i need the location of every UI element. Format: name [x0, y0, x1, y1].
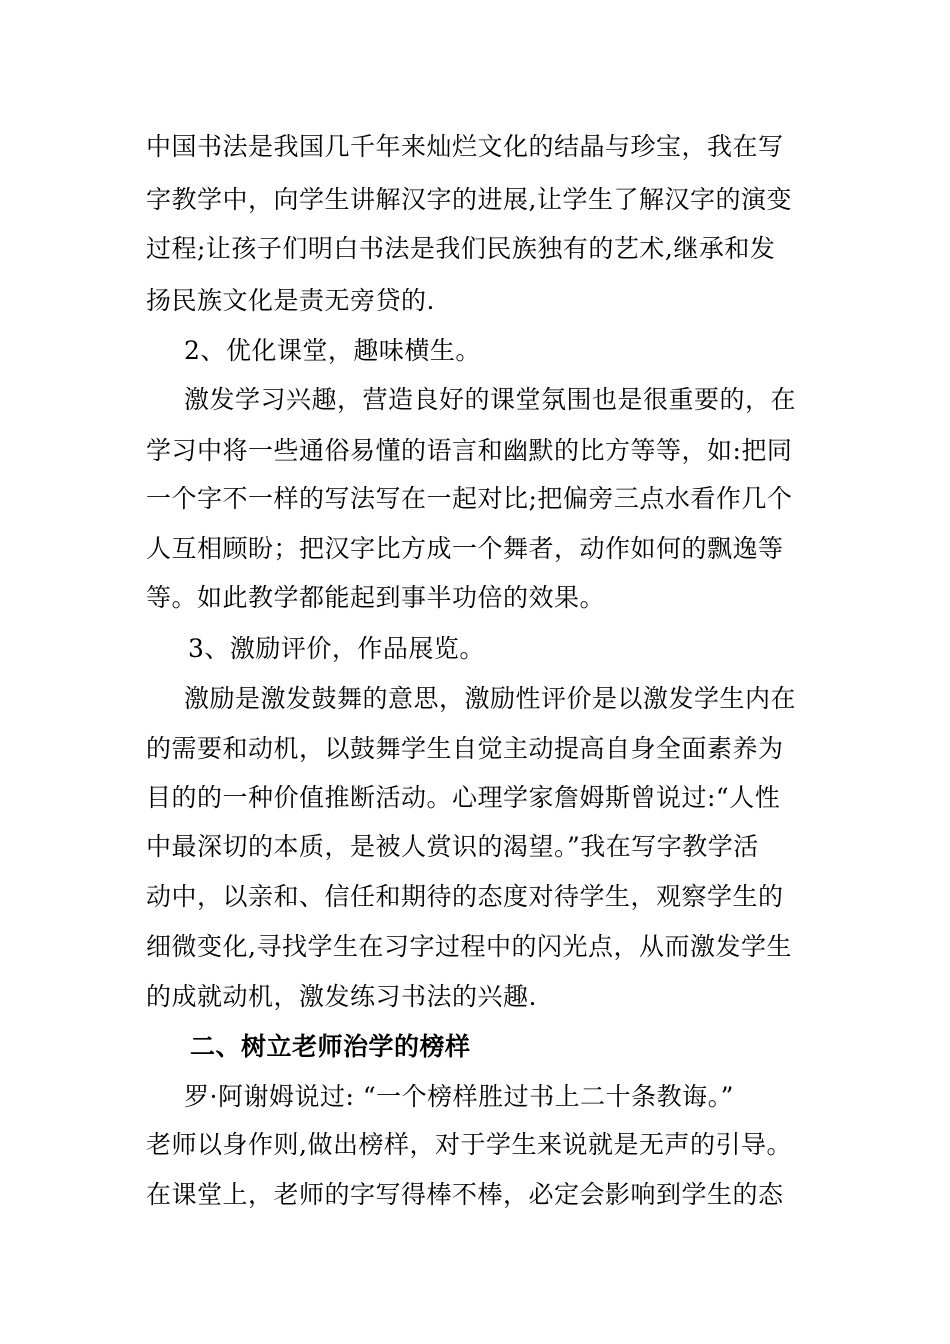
- paragraph-line: 中最深切的本质，是被人赏识的渴望。”我在写字教学活: [146, 832, 759, 861]
- paragraph-line: 老师以身作则,做出榜样，对于学生来说就是无声的引导。: [146, 1130, 792, 1159]
- paragraph-line: 一个字不一样的写法写在一起对比;把偏旁三点水看作几个: [146, 484, 793, 513]
- paragraph-line: 目的的一种价值推断活动。心理学家詹姆斯曾说过:“人性: [146, 783, 781, 812]
- paragraph-line: 字教学中，向学生讲解汉字的进展,让学生了解汉字的演变: [146, 185, 792, 214]
- chapter-heading: 二、树立老师治学的榜样: [190, 1032, 471, 1061]
- paragraph-line: 等。如此教学都能起到事半功倍的效果。: [146, 583, 606, 612]
- paragraph-line: 细微变化,寻找学生在习字过程中的闪光点，从而激发学生: [146, 932, 792, 961]
- paragraph-line: 扬民族文化是责无旁贷的.: [146, 286, 435, 315]
- paragraph-line: 激发学习兴趣，营造良好的课堂氛围也是很重要的，在: [184, 385, 797, 414]
- paragraph-line: 动中，以亲和、信任和期待的态度对待学生，观察学生的: [146, 882, 784, 911]
- paragraph-line: 人互相顾盼；把汉字比方成一个舞者，动作如何的飘逸等: [146, 534, 784, 563]
- section-heading-2: 2、优化课堂，趣味横生。: [184, 336, 481, 365]
- paragraph-line: 在课堂上，老师的字写得棒不棒，必定会影响到学生的态: [146, 1180, 784, 1209]
- paragraph-line: 罗·阿谢姆说过: “一个榜样胜过书上二十条教诲。”: [184, 1082, 734, 1111]
- paragraph-line: 过程;让孩子们明白书法是我们民族独有的艺术,继承和发: [146, 234, 776, 263]
- paragraph-line: 中国书法是我国几千年来灿烂文化的结晶与珍宝，我在写: [146, 132, 784, 161]
- paragraph-line: 的成就动机，激发练习书法的兴趣.: [146, 982, 537, 1011]
- section-heading-3: 3、激励评价，作品展览。: [188, 634, 485, 663]
- paragraph-line: 学习中将一些通俗易懂的语言和幽默的比方等等，如:把同: [146, 436, 793, 465]
- paragraph-line: 的需要和动机，以鼓舞学生自觉主动提高自身全面素养为: [146, 734, 784, 763]
- paragraph-line: 激励是激发鼓舞的意思，激励性评价是以激发学生内在: [184, 684, 797, 713]
